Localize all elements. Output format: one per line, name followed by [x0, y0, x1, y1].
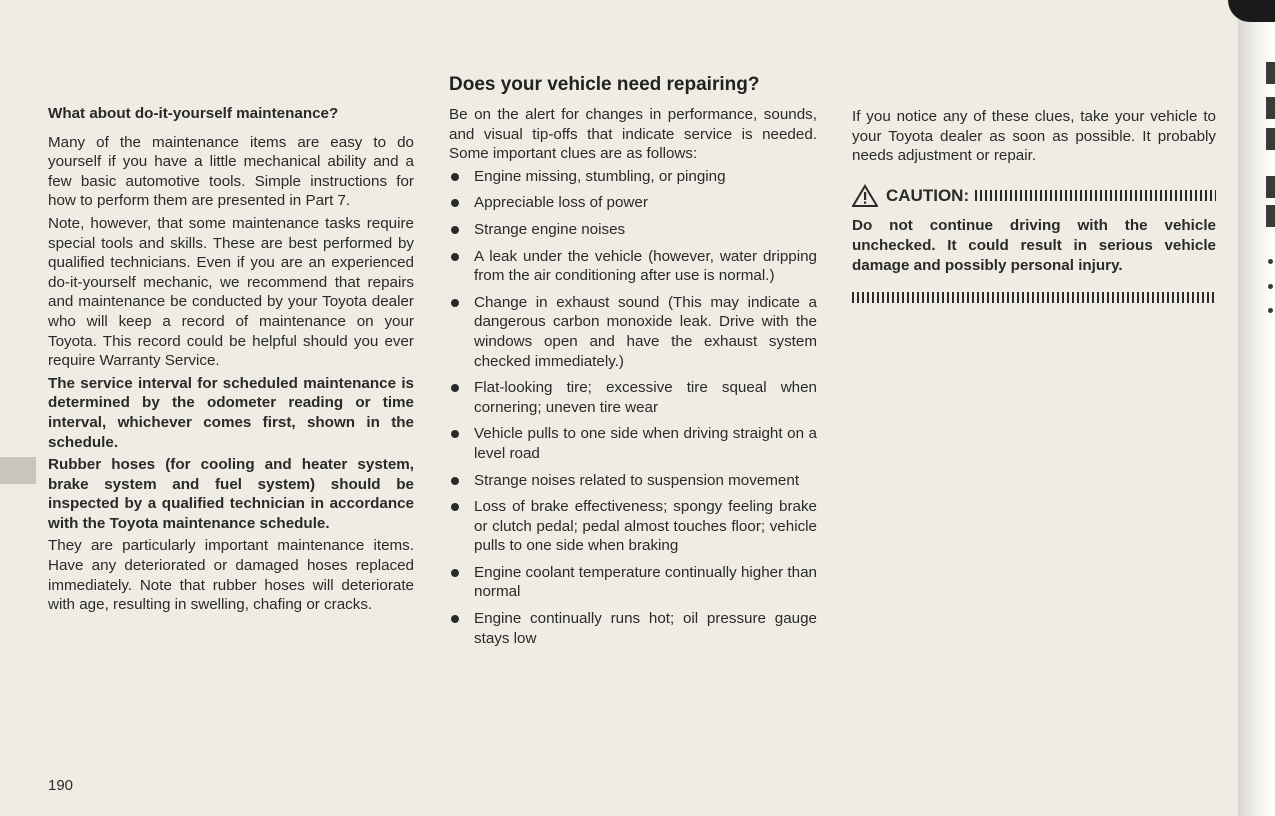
middle-column: [449, 73, 817, 655]
bullet-icon: [451, 503, 459, 511]
list-item: Appreciable loss of power: [449, 193, 817, 213]
diy-heading: What about do-it-yourself maintenance?: [48, 105, 339, 122]
service-interval-note: The service interval for scheduled maintenance is determined by the odometer reading or time interval, whichever comes first, shown in the schedule.: [48, 374, 414, 451]
bullet-icon: [451, 477, 459, 485]
left-column: [48, 104, 414, 618]
list-item: Loss of brake effectiveness; spongy feeling brake or clutch pedal; pedal almost touches floor; vehicle pulls to one side when braking: [449, 497, 817, 556]
page-number: 190: [48, 777, 74, 794]
list-item: Flat-looking tire; excessive tire squeal when cornering; uneven tire wear: [449, 378, 817, 417]
list-item: Engine coolant temperature continually higher than normal: [449, 563, 817, 602]
bullet-icon: [451, 253, 459, 261]
list-item: Engine missing, stumbling, or pinging: [449, 167, 817, 187]
clue-list: [449, 167, 817, 648]
repair-intro: Be on the alert for changes in performance, sounds, and visual tip-offs that indicate service is needed. Some important clues are as follows:: [449, 106, 817, 163]
bullet-icon: [451, 430, 459, 438]
bullet-icon: [451, 569, 459, 577]
bullet-icon: [451, 226, 459, 234]
bullet-icon: [451, 173, 459, 181]
bullet-icon: [451, 615, 459, 623]
list-item: A leak under the vehicle (however, water dripping from the air conditioning after use is normal.): [449, 247, 817, 286]
caution-text: Do not continue driving with the vehicle unchecked. It could result in serious vehicle damage and possibly personal injury.: [852, 216, 1216, 274]
rubber-hoses-note: Rubber hoses (for cooling and heater system, brake system and fuel system) should be inspected by a qualified technician in accordance with the Toyota maintenance schedule.: [48, 456, 414, 532]
diy-paragraph-2: Note, however, that some maintenance tasks require special tools and skills. These are best performed by qualified technicians. Even if you are an experienced do-it-yourself mechanic, we recommend that repairs and maintenance be conducted by your Toyota dealer who will keep a record of maintenance on your Toyota. This record could be helpful should you ever require Warranty Service.: [48, 214, 414, 370]
clues-advice: If you notice any of these clues, take your vehicle to your Toyota dealer as soon as possible. It probably needs adjustment or repair.: [852, 108, 1216, 165]
diy-paragraph-1: Many of the maintenance items are easy to do yourself if you have a little mechanical ability and a few basic automotive tools. Simple instructions for how to perform them are presented in Part 7.: [48, 133, 414, 210]
bullet-icon: [451, 299, 459, 307]
bullet-icon: [451, 199, 459, 207]
hatch-divider-bottom: [852, 292, 1216, 303]
list-item: Engine continually runs hot; oil pressure gauge stays low: [449, 609, 817, 648]
right-column: [852, 107, 1216, 303]
warning-triangle-icon: [852, 184, 878, 208]
hoses-paragraph: They are particularly important maintenance items. Have any deteriorated or damaged hoses replaced immediately. Note that rubber hoses will deteriorate with age, resulting in swelling, chafing or cracks.: [48, 537, 414, 614]
caution-label: CAUTION:: [886, 185, 970, 205]
section-tab: [0, 457, 36, 484]
list-item: Strange engine noises: [449, 220, 817, 240]
adjacent-page-edge: [1238, 0, 1275, 816]
list-item: Strange noises related to suspension movement: [449, 471, 817, 491]
list-item: Vehicle pulls to one side when driving straight on a level road: [449, 424, 817, 463]
section-title: Does your vehicle need repairing?: [449, 74, 760, 95]
hatch-divider: [975, 190, 1216, 201]
bullet-icon: [451, 384, 459, 392]
caution-header: [852, 184, 1216, 208]
list-item: Change in exhaust sound (This may indicate a dangerous carbon monoxide leak. Drive with the windows open and have the exhaust system checked immediately.): [449, 293, 817, 371]
